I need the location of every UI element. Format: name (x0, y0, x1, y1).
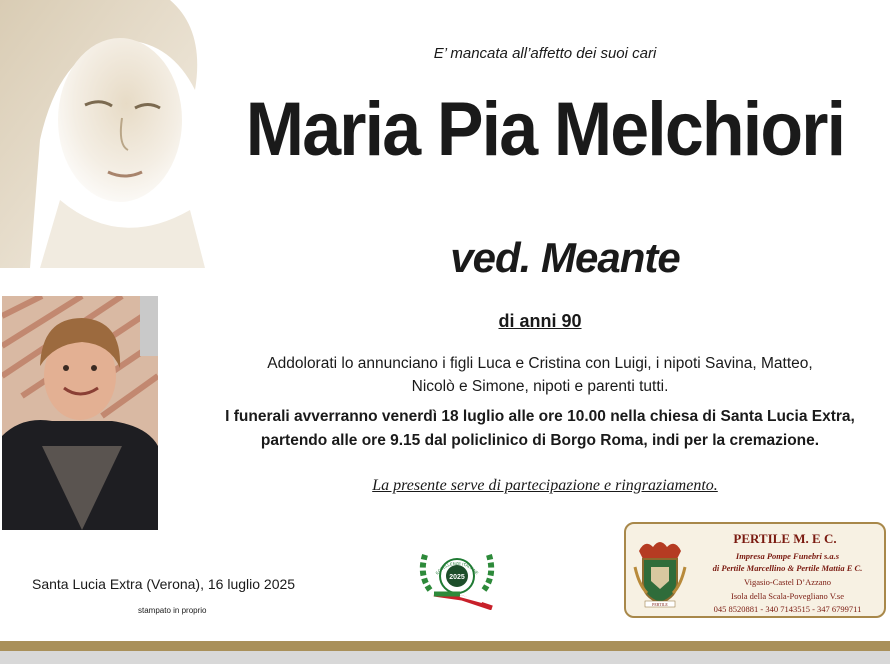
thanks-text: La presente serve di partecipazione e ringraziamento. (372, 477, 718, 494)
logo-arc-text: ECCELLENZE ITALIANE (434, 560, 480, 576)
funeral-home-line: di Pertile Marcellino & Pertile Mattia E C. (712, 563, 863, 573)
logo-year: 2025 (449, 574, 465, 581)
announcement-line: Addolorati lo annunciano i figli Luca e Cristina con Luigi, i nipoti Savina, Matteo, (267, 355, 813, 372)
bottom-grey-band (0, 651, 890, 664)
crest-label: PERTILE (652, 602, 668, 607)
funeral-details (190, 405, 890, 453)
place-date: Santa Lucia Extra (Verona), 16 luglio 2025 (32, 576, 296, 592)
age: di anni 90 (498, 311, 582, 331)
madonna-image (0, 0, 205, 268)
bottom-gold-band (0, 641, 890, 651)
funeral-home-name: PERTILE M. E C. (733, 531, 837, 546)
funeral-home-phones: 045 8520881 - 340 7143515 - 347 6799711 (713, 604, 862, 614)
printed-note: stampato in proprio (138, 606, 207, 615)
announcement (190, 352, 890, 398)
funeral-home-line: Vigasio-Castel D’Azzano (743, 577, 832, 587)
announcement-line: Nicolò e Simone, nipoti e parenti tutti. (411, 378, 669, 395)
funeral-home-line: Isola della Scala-Povegliano V.se (731, 591, 844, 601)
widow-of: ved. Meante (450, 234, 680, 281)
funeral-home-crest (633, 537, 687, 609)
deceased-name: Maria Pia Melchiori (245, 87, 845, 172)
funeral-home-line: Impresa Pompe Funebri s.a.s (735, 551, 840, 561)
intro-text: E’ mancata all’affetto dei suoi cari (433, 45, 657, 62)
deceased-photo (2, 296, 158, 530)
eccellenze-italiane-logo (412, 538, 502, 610)
funeral-line: partendo alle ore 9.15 dal policlinico di Borgo Roma, indi per la cremazione. (260, 432, 820, 449)
funeral-line: I funerali avverranno venerdì 18 luglio alle ore 10.00 nella chiesa di Santa Lucia Extra, (225, 408, 855, 425)
